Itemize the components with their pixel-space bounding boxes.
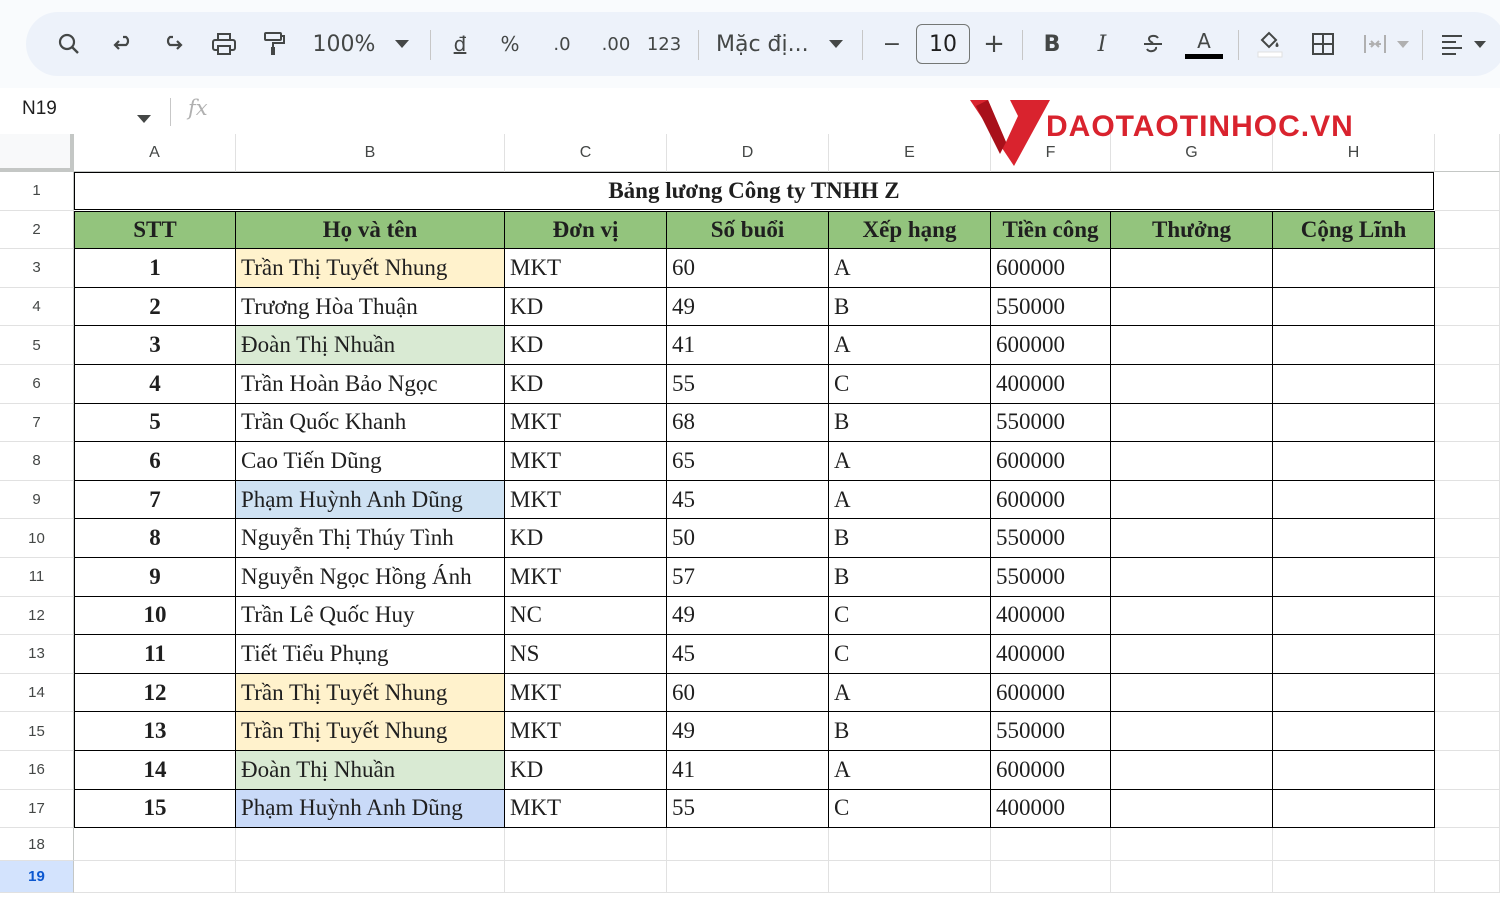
table-cell[interactable] — [1111, 712, 1273, 751]
row-header-6[interactable]: 6 — [0, 365, 74, 404]
sheet-title-cell[interactable]: Bảng lương Công ty TNHH Z — [74, 172, 1434, 210]
table-cell[interactable] — [1111, 288, 1273, 327]
table-cell[interactable]: 45 — [667, 635, 829, 674]
table-cell[interactable]: 400000 — [991, 597, 1111, 636]
table-cell[interactable] — [1111, 674, 1273, 713]
table-cell[interactable]: 8 — [74, 519, 236, 558]
table-cell[interactable]: A — [829, 249, 991, 288]
fill-color-icon[interactable] — [1252, 12, 1288, 76]
table-cell[interactable]: 65 — [667, 442, 829, 481]
name-cell[interactable]: Tiết Tiểu Phụng — [236, 635, 505, 674]
row-header-16[interactable]: 16 — [0, 751, 74, 790]
table-cell[interactable] — [1273, 790, 1435, 829]
table-header-cell[interactable]: Số buổi — [667, 211, 829, 250]
table-cell[interactable] — [1435, 172, 1500, 211]
table-cell[interactable]: 5 — [74, 404, 236, 443]
table-cell[interactable]: 600000 — [991, 674, 1111, 713]
table-cell[interactable]: 2 — [74, 288, 236, 327]
table-cell[interactable] — [1111, 751, 1273, 790]
row-header-10[interactable]: 10 — [0, 519, 74, 558]
table-cell[interactable]: 600000 — [991, 481, 1111, 520]
row-header-9[interactable]: 9 — [0, 481, 74, 520]
toolbar-divider — [862, 30, 863, 60]
table-cell[interactable]: 400000 — [991, 790, 1111, 829]
table-cell[interactable] — [1435, 635, 1500, 674]
empty-cell[interactable] — [829, 828, 991, 861]
table-cell[interactable]: MKT — [505, 442, 667, 481]
strikethrough-icon[interactable] — [1138, 12, 1168, 76]
table-cell[interactable]: NC — [505, 597, 667, 636]
table-cell[interactable] — [1435, 404, 1500, 443]
column-header-f[interactable]: F — [991, 134, 1111, 172]
table-header-cell[interactable]: STT — [74, 211, 236, 250]
table-cell[interactable]: A — [829, 481, 991, 520]
table-cell[interactable] — [1273, 288, 1435, 327]
table-cell[interactable]: B — [829, 712, 991, 751]
table-cell[interactable]: 15 — [74, 790, 236, 829]
table-cell[interactable] — [1435, 365, 1500, 404]
horizontal-align-icon[interactable] — [1436, 12, 1468, 76]
table-cell[interactable]: 55 — [667, 790, 829, 829]
spreadsheet-grid — [0, 134, 1500, 900]
row-header-7[interactable]: 7 — [0, 404, 74, 443]
table-cell[interactable] — [1435, 790, 1500, 829]
table-cell[interactable] — [1273, 326, 1435, 365]
column-header-d[interactable]: D — [667, 134, 829, 172]
table-header-cell[interactable]: Cộng Lĩnh — [1273, 211, 1435, 250]
name-cell[interactable]: Trần Thị Tuyết Nhung — [236, 712, 505, 751]
table-cell[interactable] — [1273, 635, 1435, 674]
table-cell[interactable] — [1111, 404, 1273, 443]
name-cell[interactable]: Trần Thị Tuyết Nhung — [236, 249, 505, 288]
name-cell[interactable]: Đoàn Thị Nhuần — [236, 751, 505, 790]
empty-cell[interactable] — [1273, 828, 1435, 861]
table-cell[interactable]: 60 — [667, 674, 829, 713]
table-cell[interactable]: A — [829, 442, 991, 481]
increase-decimal-button[interactable]: .00 — [601, 33, 631, 55]
table-cell[interactable]: KD — [505, 326, 667, 365]
table-cell[interactable] — [1273, 519, 1435, 558]
redo-icon[interactable] — [156, 12, 190, 76]
name-box[interactable]: N19 — [22, 98, 57, 119]
table-cell[interactable]: MKT — [505, 404, 667, 443]
table-cell[interactable]: 600000 — [991, 751, 1111, 790]
table-cell[interactable] — [1111, 790, 1273, 829]
table-cell[interactable]: 10 — [74, 597, 236, 636]
table-cell[interactable] — [1111, 558, 1273, 597]
column-header-h[interactable]: H — [1273, 134, 1435, 172]
row-header-4[interactable]: 4 — [0, 288, 74, 327]
table-cell[interactable]: 550000 — [991, 404, 1111, 443]
table-cell[interactable]: 41 — [667, 326, 829, 365]
table-cell[interactable] — [1273, 558, 1435, 597]
empty-cell[interactable] — [1435, 828, 1500, 861]
increase-font-size-button[interactable]: + — [983, 29, 1005, 59]
table-cell[interactable]: 550000 — [991, 558, 1111, 597]
row-header-13[interactable]: 13 — [0, 635, 74, 674]
table-cell[interactable] — [1435, 712, 1500, 751]
name-cell[interactable]: Phạm Huỳnh Anh Dũng — [236, 481, 505, 520]
number-format-button[interactable]: 123 — [646, 33, 682, 55]
row-header-3[interactable]: 3 — [0, 249, 74, 288]
table-cell[interactable] — [1435, 481, 1500, 520]
table-cell[interactable]: 550000 — [991, 288, 1111, 327]
table-cell[interactable]: 600000 — [991, 326, 1111, 365]
empty-cell[interactable] — [236, 861, 505, 893]
table-cell[interactable]: 57 — [667, 558, 829, 597]
empty-cell[interactable] — [236, 828, 505, 861]
name-cell[interactable]: Trương Hòa Thuận — [236, 288, 505, 327]
table-cell[interactable]: 12 — [74, 674, 236, 713]
table-cell[interactable]: 50 — [667, 519, 829, 558]
row-header-19[interactable]: 19 — [0, 861, 74, 893]
table-cell[interactable]: 45 — [667, 481, 829, 520]
table-cell[interactable]: B — [829, 558, 991, 597]
search-icon[interactable] — [52, 12, 86, 76]
text-color-button[interactable] — [1184, 12, 1224, 76]
table-cell[interactable]: 13 — [74, 712, 236, 751]
table-cell[interactable] — [1273, 674, 1435, 713]
empty-cell[interactable] — [667, 861, 829, 893]
empty-cell[interactable] — [1111, 861, 1273, 893]
column-header-empty — [1435, 134, 1500, 172]
toolbar-divider — [698, 30, 699, 60]
column-header-g[interactable]: G — [1111, 134, 1273, 172]
empty-cell[interactable] — [505, 828, 667, 861]
decrease-font-size-button[interactable]: − — [882, 31, 902, 57]
table-cell[interactable] — [1435, 442, 1500, 481]
table-cell[interactable]: 55 — [667, 365, 829, 404]
table-cell[interactable] — [1111, 249, 1273, 288]
row-header-14[interactable]: 14 — [0, 674, 74, 713]
italic-button[interactable]: I — [1097, 31, 1107, 57]
name-cell[interactable]: Phạm Huỳnh Anh Dũng — [236, 790, 505, 829]
empty-cell[interactable] — [667, 828, 829, 861]
table-cell[interactable] — [1111, 326, 1273, 365]
row-header-8[interactable]: 8 — [0, 442, 74, 481]
toolbar — [26, 12, 1500, 76]
table-header-cell[interactable]: Xếp hạng — [829, 211, 991, 250]
table-cell[interactable] — [1435, 519, 1500, 558]
table-cell[interactable]: C — [829, 790, 991, 829]
table-cell[interactable] — [1111, 365, 1273, 404]
table-cell[interactable]: MKT — [505, 249, 667, 288]
table-cell[interactable] — [1111, 519, 1273, 558]
name-cell[interactable]: Nguyễn Thị Thúy Tình — [236, 519, 505, 558]
table-cell[interactable]: B — [829, 519, 991, 558]
name-box-dropdown-icon[interactable] — [137, 108, 151, 127]
table-cell[interactable] — [1273, 365, 1435, 404]
table-cell[interactable] — [1435, 751, 1500, 790]
percent-format-button[interactable]: % — [500, 32, 520, 56]
row-header-1[interactable]: 1 — [0, 172, 74, 211]
table-cell[interactable]: 550000 — [991, 519, 1111, 558]
row-header-15[interactable]: 15 — [0, 712, 74, 751]
table-cell[interactable]: C — [829, 365, 991, 404]
toolbar-divider — [1238, 30, 1239, 60]
select-all-corner[interactable] — [0, 134, 74, 172]
table-cell[interactable]: B — [829, 288, 991, 327]
table-cell[interactable]: 49 — [667, 597, 829, 636]
toolbar-divider — [430, 30, 431, 60]
table-cell[interactable]: MKT — [505, 790, 667, 829]
table-cell[interactable]: 550000 — [991, 712, 1111, 751]
font-family-select[interactable]: Mặc đị... — [716, 31, 809, 57]
table-cell[interactable] — [1435, 558, 1500, 597]
row-header-2[interactable]: 2 — [0, 211, 74, 250]
table-cell[interactable]: MKT — [505, 674, 667, 713]
text-color-swatch — [1185, 54, 1223, 59]
table-cell[interactable]: A — [829, 674, 991, 713]
table-cell[interactable]: MKT — [505, 712, 667, 751]
table-cell[interactable]: KD — [505, 751, 667, 790]
zoom-dropdown-icon[interactable] — [390, 12, 414, 76]
table-cell[interactable] — [1273, 404, 1435, 443]
table-cell[interactable] — [1273, 481, 1435, 520]
table-cell[interactable] — [1273, 597, 1435, 636]
table-cell[interactable]: 7 — [74, 481, 236, 520]
table-cell[interactable] — [1273, 712, 1435, 751]
table-cell[interactable] — [1273, 751, 1435, 790]
name-cell[interactable]: Trần Hoàn Bảo Ngọc — [236, 365, 505, 404]
name-cell[interactable]: Trần Lê Quốc Huy — [236, 597, 505, 636]
merge-dropdown-icon[interactable] — [1392, 12, 1414, 76]
table-cell[interactable]: MKT — [505, 481, 667, 520]
table-cell[interactable] — [1435, 597, 1500, 636]
table-cell[interactable] — [1273, 249, 1435, 288]
table-cell[interactable]: 600000 — [991, 442, 1111, 481]
name-cell[interactable]: Trần Quốc Khanh — [236, 404, 505, 443]
table-cell[interactable]: KD — [505, 519, 667, 558]
row-header-17[interactable]: 17 — [0, 790, 74, 829]
table-cell[interactable]: 11 — [74, 635, 236, 674]
table-cell[interactable]: 60 — [667, 249, 829, 288]
decrease-decimal-button[interactable]: .0 — [553, 33, 571, 55]
empty-cell[interactable] — [505, 861, 667, 893]
table-cell[interactable]: B — [829, 404, 991, 443]
empty-cell[interactable] — [829, 861, 991, 893]
merge-cells-icon[interactable] — [1358, 12, 1392, 76]
logo-mark-icon — [966, 96, 1056, 170]
table-cell[interactable]: 49 — [667, 712, 829, 751]
table-cell[interactable]: C — [829, 597, 991, 636]
font-dropdown-icon[interactable] — [824, 12, 848, 76]
table-cell[interactable]: 14 — [74, 751, 236, 790]
name-cell[interactable]: Nguyễn Ngọc Hồng Ánh — [236, 558, 505, 597]
table-header-cell[interactable]: Tiền công — [991, 211, 1111, 250]
table-cell[interactable] — [1435, 288, 1500, 327]
table-cell[interactable] — [1111, 597, 1273, 636]
formula-bar-divider — [170, 98, 171, 126]
row-header-5[interactable]: 5 — [0, 326, 74, 365]
table-cell[interactable]: 600000 — [991, 249, 1111, 288]
table-cell[interactable] — [1435, 326, 1500, 365]
table-cell[interactable]: 49 — [667, 288, 829, 327]
table-cell[interactable]: A — [829, 751, 991, 790]
table-cell[interactable]: A — [829, 326, 991, 365]
name-cell[interactable]: Trần Thị Tuyết Nhung — [236, 674, 505, 713]
table-cell[interactable]: MKT — [505, 558, 667, 597]
table-cell[interactable]: C — [829, 635, 991, 674]
empty-cell[interactable] — [1111, 828, 1273, 861]
name-cell[interactable]: Đoàn Thị Nhuần — [236, 326, 505, 365]
table-cell[interactable]: KD — [505, 365, 667, 404]
table-cell[interactable] — [1435, 249, 1500, 288]
borders-icon[interactable] — [1308, 12, 1338, 76]
name-cell[interactable]: Cao Tiến Dũng — [236, 442, 505, 481]
table-cell[interactable]: NS — [505, 635, 667, 674]
text-color-letter: A — [1197, 28, 1211, 53]
table-cell[interactable]: 68 — [667, 404, 829, 443]
row-header-18[interactable]: 18 — [0, 828, 74, 861]
table-cell[interactable] — [1273, 442, 1435, 481]
table-header-cell[interactable]: Thưởng — [1111, 211, 1273, 250]
table-cell[interactable] — [1111, 442, 1273, 481]
table-header-cell[interactable]: Đơn vị — [505, 211, 667, 250]
table-cell[interactable]: 41 — [667, 751, 829, 790]
fx-icon: fx — [188, 96, 208, 120]
currency-format-button[interactable]: đ — [453, 32, 467, 56]
align-dropdown-icon[interactable] — [1470, 12, 1490, 76]
table-cell[interactable]: 400000 — [991, 365, 1111, 404]
column-header-e[interactable]: E — [829, 134, 991, 172]
column-header-b[interactable]: B — [236, 134, 505, 172]
table-cell[interactable]: 3 — [74, 326, 236, 365]
undo-icon[interactable] — [106, 12, 140, 76]
column-header-a[interactable]: A — [74, 134, 236, 172]
print-icon[interactable] — [206, 12, 242, 76]
table-cell[interactable]: 400000 — [991, 635, 1111, 674]
table-cell[interactable]: 9 — [74, 558, 236, 597]
empty-cell[interactable] — [1435, 861, 1500, 893]
paint-format-icon[interactable] — [256, 12, 292, 76]
empty-cell[interactable] — [1273, 861, 1435, 893]
toolbar-divider — [1022, 30, 1023, 60]
toolbar-divider — [1422, 30, 1423, 60]
table-header-cell[interactable]: Họ và tên — [236, 211, 505, 250]
toolbar-area — [0, 0, 1500, 88]
zoom-select[interactable]: 100% — [312, 31, 376, 57]
empty-cell[interactable] — [74, 828, 236, 861]
table-cell[interactable]: 6 — [74, 442, 236, 481]
empty-cell[interactable] — [991, 861, 1111, 893]
table-cell[interactable] — [1435, 211, 1500, 250]
column-header-c[interactable]: C — [505, 134, 667, 172]
empty-cell[interactable] — [991, 828, 1111, 861]
empty-cell[interactable] — [74, 861, 236, 893]
brand-logo — [966, 96, 1416, 170]
table-cell[interactable]: 4 — [74, 365, 236, 404]
table-cell[interactable]: 1 — [74, 249, 236, 288]
logo-text: DAOTAOTINHOC.VN — [1046, 110, 1354, 143]
table-cell[interactable] — [1111, 481, 1273, 520]
table-cell[interactable]: KD — [505, 288, 667, 327]
row-header-12[interactable]: 12 — [0, 597, 74, 636]
row-header-11[interactable]: 11 — [0, 558, 74, 597]
table-cell[interactable] — [1435, 674, 1500, 713]
bold-button[interactable]: B — [1043, 31, 1061, 57]
table-cell[interactable] — [1111, 635, 1273, 674]
font-size-input[interactable]: 10 — [916, 24, 970, 64]
